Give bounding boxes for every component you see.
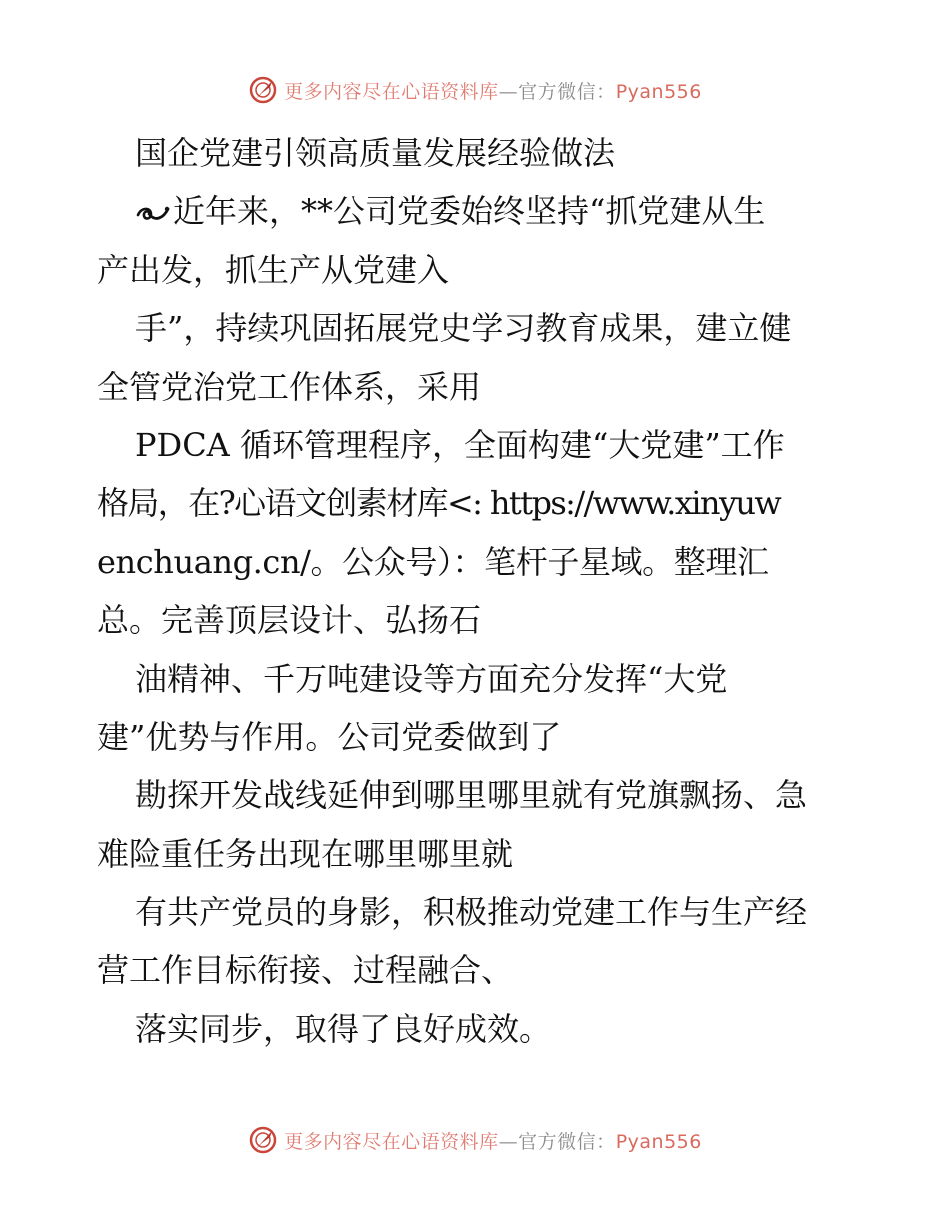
text-line: 全管党治党工作体系，采用 — [97, 367, 482, 406]
quill-logo-icon — [248, 1125, 278, 1155]
text-line: 总。完善顶层设计、弘扬石 — [97, 601, 482, 640]
footer-watermark — [0, 1120, 950, 1160]
text-line: PDCA 循环管理程序，全面构建“大党建”工作 — [135, 425, 785, 464]
swirl-bullet-icon — [135, 201, 171, 225]
text-line-content: 近年来，**公司党委始终坚持“抓党建从生 — [173, 192, 766, 231]
text-line: 勘探开发战线延伸到哪里哪里就有党旗飘扬、急 — [135, 776, 808, 815]
quill-logo-icon — [248, 75, 278, 105]
text-line: 营工作目标衔接、过程融合、 — [97, 951, 514, 990]
text-line: 建”优势与作用。公司党委做到了 — [97, 717, 562, 756]
watermark-brand: 更多内容尽在心语资料库 — [284, 80, 499, 103]
text-line: 有共产党员的身影，积极推动党建工作与生产经 — [135, 893, 808, 932]
document-body — [97, 124, 857, 1058]
text-line — [97, 182, 857, 240]
watermark-label: 官方微信： — [518, 80, 616, 103]
text-line: 手”，持续巩固拓展党史学习教育成果，建立健 — [135, 309, 792, 348]
text-line: 格局，在?心语文创素材库<: https://www.xinyuw — [97, 484, 781, 523]
text-line: 油精神、千万吨建设等方面充分发挥“大党 — [135, 659, 728, 698]
text-line: 落实同步，取得了良好成效。 — [135, 1009, 552, 1048]
watermark-brand: 更多内容尽在心语资料库 — [284, 1130, 499, 1153]
text-line: 产出发，抓生产从党建入 — [97, 250, 450, 289]
watermark-dash: — — [498, 80, 519, 103]
text-line: 难险重任务出现在哪里哪里就 — [97, 834, 514, 873]
text-line: enchuang.cn/。公众号）：笔杆子星域。整理汇 — [97, 542, 769, 581]
document-title: 国企党建引领高质量发展经验做法 — [135, 134, 616, 172]
watermark-wechat-id: Pyan556 — [615, 1130, 702, 1153]
watermark-dash: — — [498, 1130, 519, 1153]
watermark-wechat-id: Pyan556 — [615, 80, 702, 103]
watermark-label: 官方微信： — [518, 1130, 616, 1153]
header-watermark — [0, 70, 950, 110]
